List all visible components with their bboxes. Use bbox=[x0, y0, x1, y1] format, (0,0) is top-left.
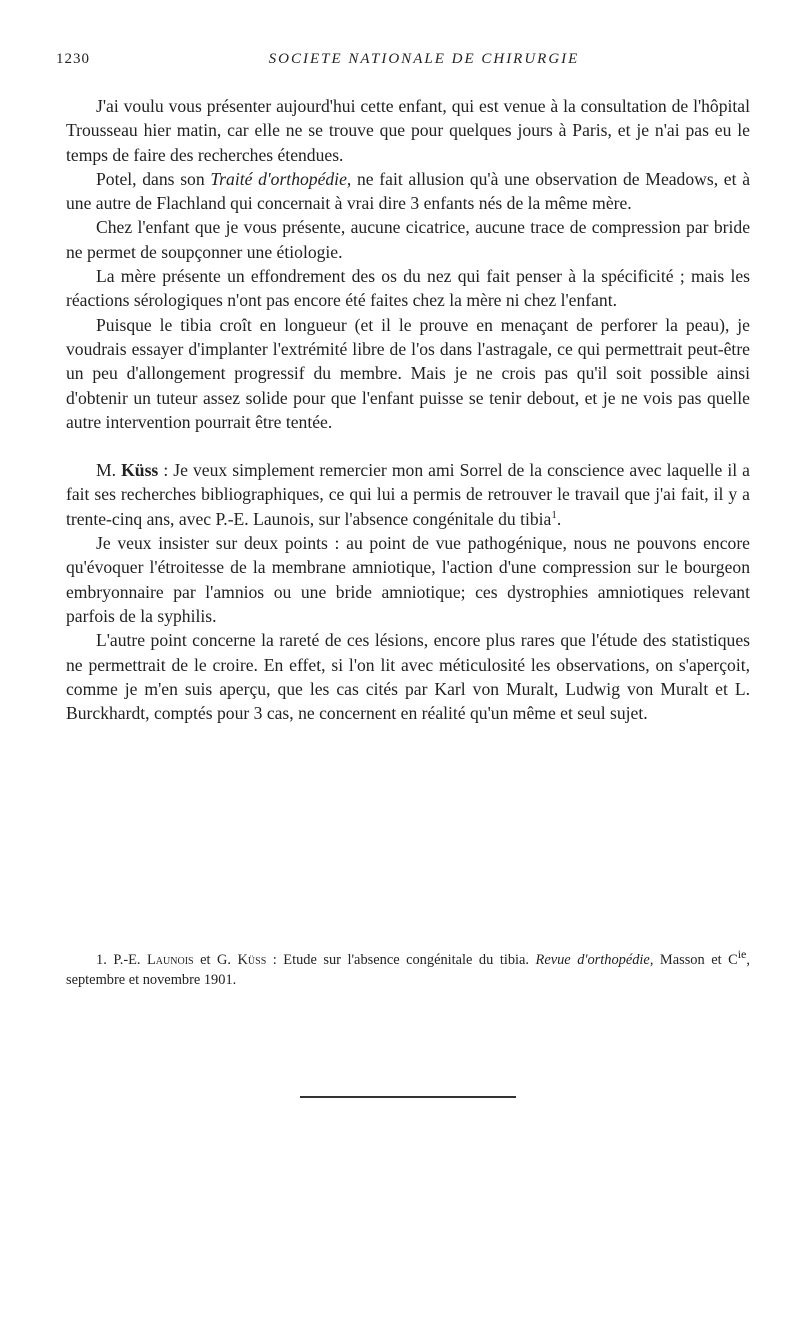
footnote-author1-initials: P.-E. bbox=[113, 951, 148, 968]
page-number: 1230 bbox=[56, 51, 90, 67]
paragraph-6-end: . bbox=[556, 508, 562, 529]
footnote-date: , septembre et novembre 1901. bbox=[66, 951, 750, 988]
footnote-reference[interactable]: 1 bbox=[551, 508, 557, 521]
paragraph-8: L'autre point concerne la rareté de ces lésions, encore plus rares que l'étude des statistiques ne permettrait de le croire. En effet, si l'on lit avec méticulosité les observations, on s'aperçoit, comme je m'en suis aperçu, que les cas cités par Karl von Muralt, Ludwig von Muralt et L. Burckhardt, comptés pour 3 cas, ne concernent en réalité qu'un même et seul sujet. bbox=[66, 630, 750, 724]
running-head bbox=[56, 51, 752, 73]
footnote bbox=[66, 944, 750, 990]
footnote-title: : Etude sur l'absence congénitale du tibia. bbox=[266, 951, 536, 968]
paragraph-2 bbox=[66, 167, 750, 216]
paragraph-2-start: Potel, dans son bbox=[96, 168, 211, 189]
speaker-name: Küss bbox=[121, 460, 159, 481]
footnote-author1-name: Launois bbox=[147, 951, 194, 968]
journal-title: SOCIETE NATIONALE DE CHIRURGIE bbox=[268, 51, 580, 67]
paragraph-5: Puisque le tibia croît en longueur (et il le prouve en menaçant de perforer la peau), je voudrais essayer d'implanter l'extrémité libre de l'os dans l'astragale, ce qui permettrait peut-être un peu d'allongement progressif du membre. Mais je ne crois pas qu'il soit possible ainsi d'obtenir un tuteur assez solide pour que l'enfant puisse se tenir debout, et je ne vois pas quelle autre intervention pourrait être tentée. bbox=[66, 314, 750, 432]
footnote-author2-name: Küss bbox=[237, 951, 267, 968]
paragraph-3: Chez l'enfant que je vous présente, aucune cicatrice, aucune trace de compression par bride ne permet de soupçonner une étiologie. bbox=[66, 217, 750, 262]
footnote-journal: Revue d'orthopédie bbox=[535, 951, 650, 968]
article-body bbox=[66, 94, 750, 725]
end-rule bbox=[300, 1096, 516, 1098]
paragraph-7: Je veux insister sur deux points : au point de vue pathogénique, nous ne pouvons encore qu'évoquer l'étroitesse de la membrane amniotique, l'action d'une compression sur le bourgeon embryonnaire par l'amnios ou une bride amniotique; ces dystrophies amniotiques relevant parfois de la syphilis. bbox=[66, 533, 750, 626]
paragraph-1: J'ai voulu vous présenter aujourd'hui cette enfant, qui est venue à la consultation de l'hôpital Trousseau hier matin, car elle ne se trouve que pour quelques jours à Paris, et je n'ai pas eu le temps de faire des recherches étendues. bbox=[66, 96, 750, 165]
paragraph-6 bbox=[66, 458, 750, 531]
speaker-prefix: M. bbox=[96, 460, 122, 481]
footnote-publisher-sup: ie bbox=[737, 947, 747, 961]
paragraph-2-end: , ne fait allusion qu'à une observation de Meadows, et à une autre de Flachland qui concernait à vrai dire 3 enfants nés de la même mère. bbox=[66, 168, 751, 214]
book-title: Traité d'orthopédie bbox=[210, 168, 347, 189]
footnote-number: 1. bbox=[96, 951, 107, 968]
paragraph-4: La mère présente un effondrement des os du nez qui fait penser à la spécificité ; mais les réactions sérologiques n'ont pas encore été faites chez la mère ni chez l'enfant. bbox=[66, 266, 750, 311]
footnote-publisher: , Masson et C bbox=[649, 951, 738, 968]
footnote-conjunction: et G. bbox=[193, 951, 238, 968]
paragraph-6-text: : Je veux simplement remercier mon ami Sorrel de la conscience avec laquelle il a fait ses recherches bibliographiques, ce qui lui a permis de retrouver le travail que j'ai fait, il y a trente-cinq ans, avec P.-E. Launois, sur l'absence congénitale du tibia bbox=[66, 460, 750, 529]
